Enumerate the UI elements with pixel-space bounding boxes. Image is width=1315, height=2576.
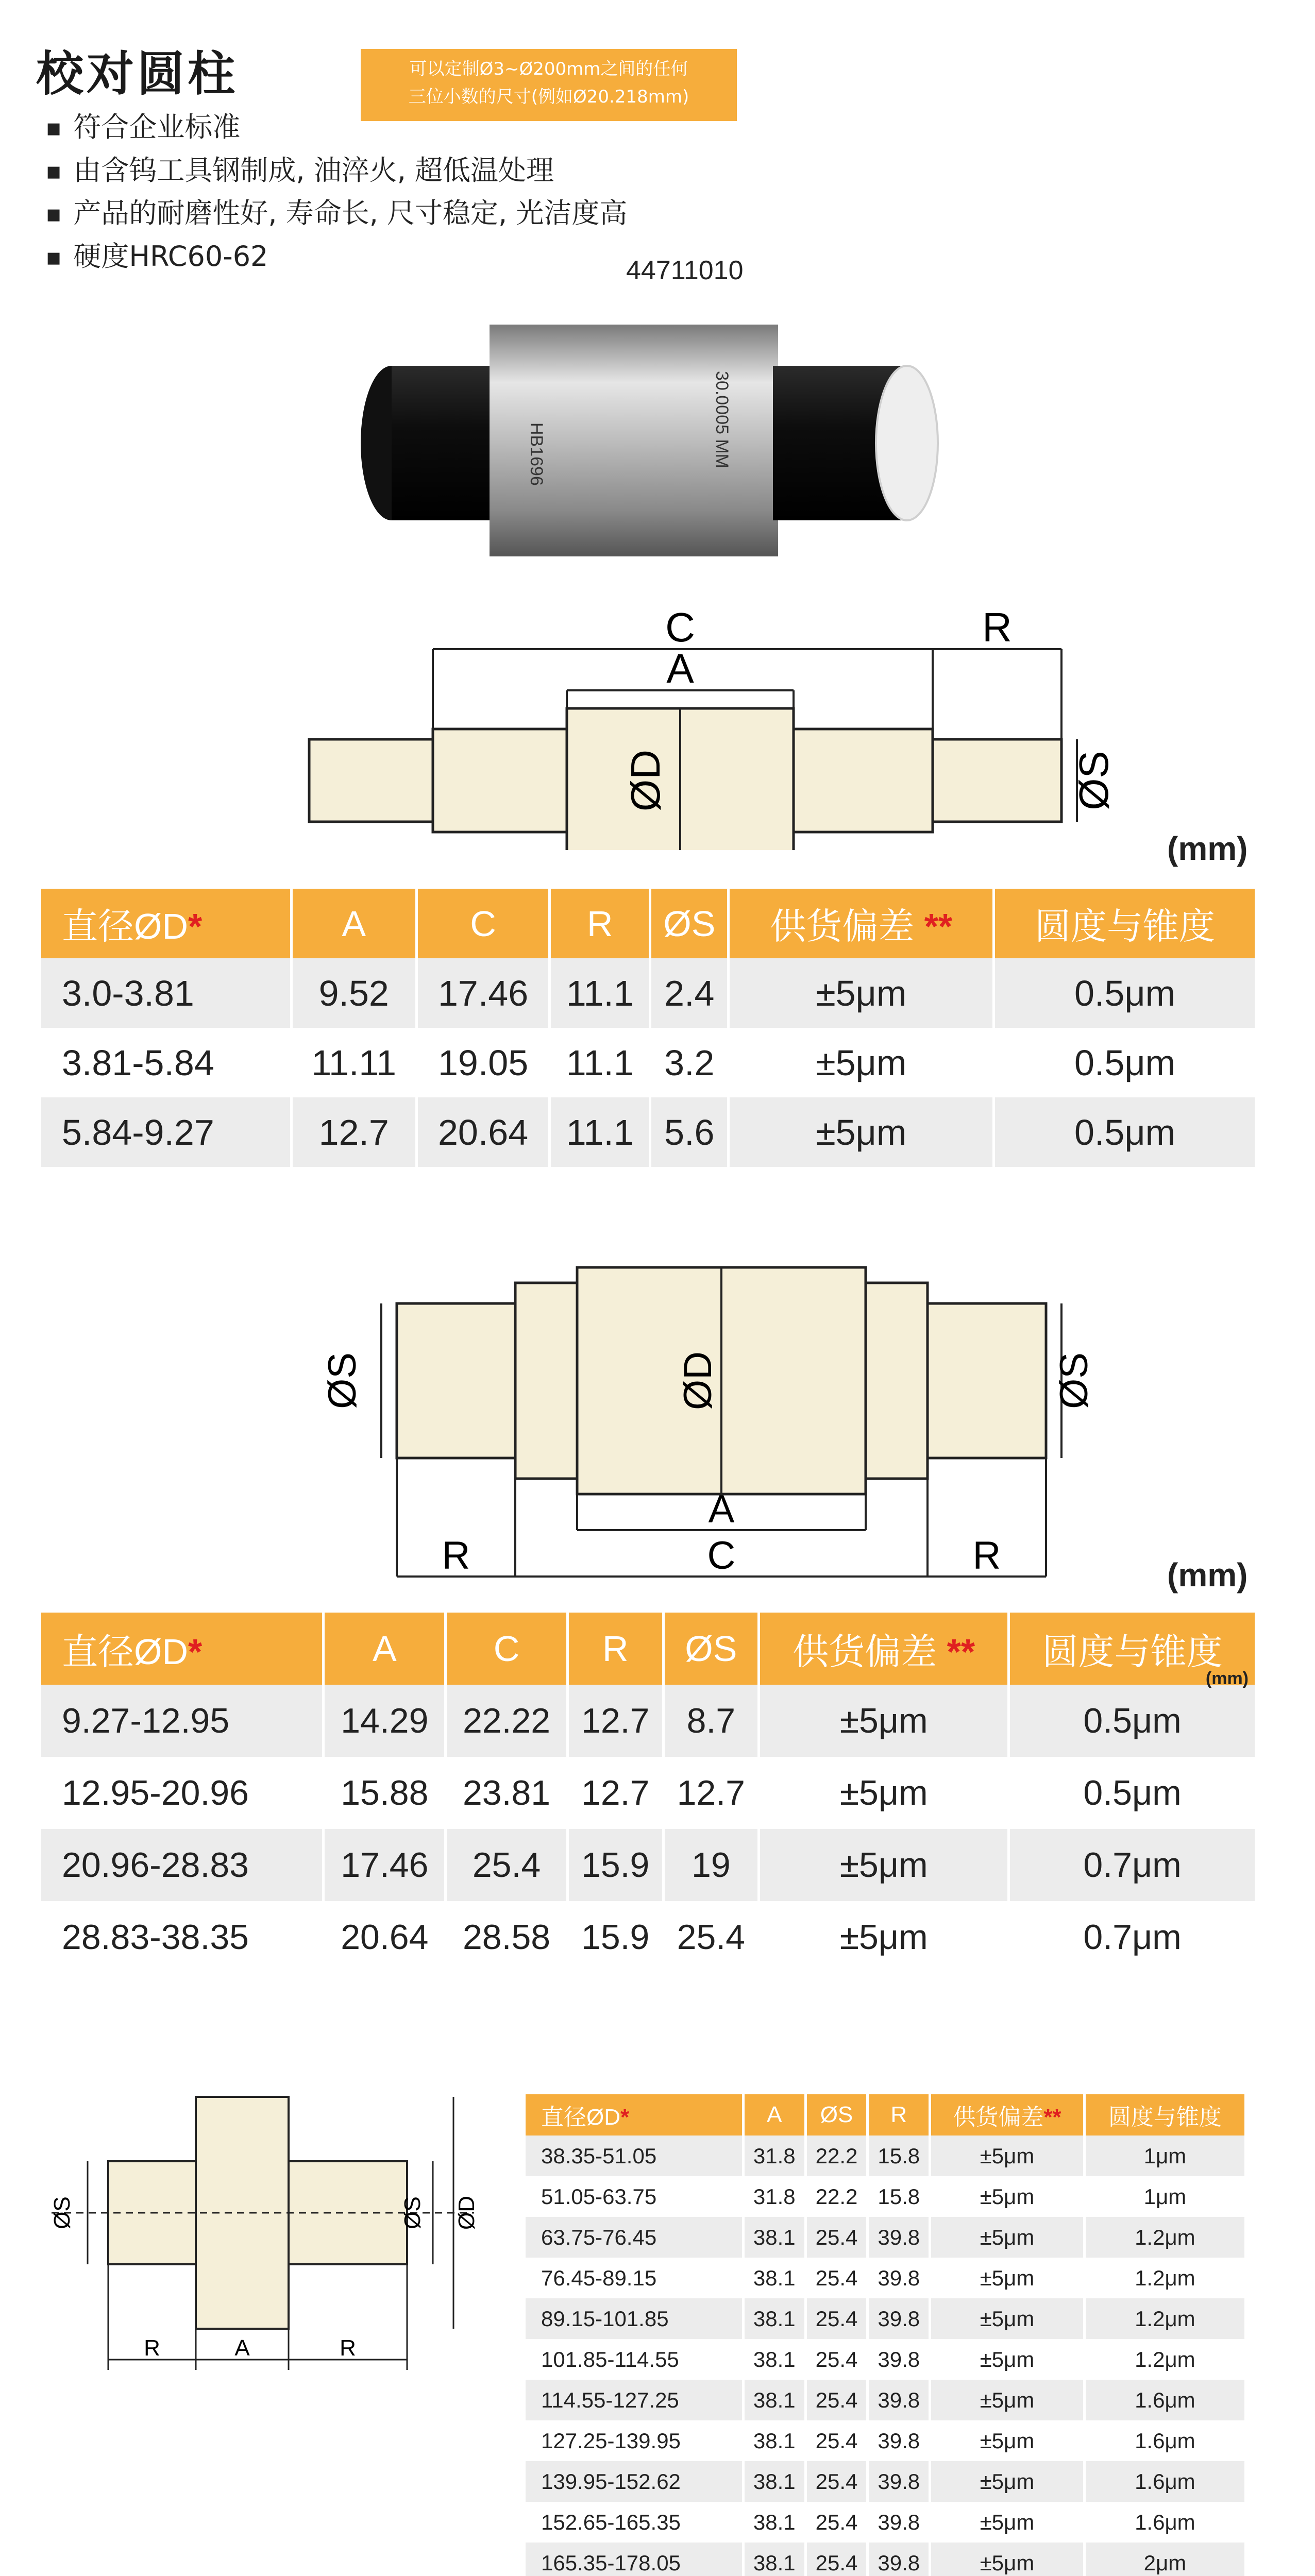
- dim-d: ØD: [676, 1351, 720, 1410]
- dim-r-left: R: [442, 1534, 470, 1578]
- table-row: 114.55-127.25 38.1 25.4 39.8 ±5μm 1.6μm: [526, 2380, 1246, 2420]
- table-row: 3.81-5.84 11.11 19.05 11.1 3.2 ±5μm 0.5μm: [41, 1028, 1256, 1097]
- table-row: 28.83-38.35 20.64 28.58 15.9 25.4 ±5μm 0.7μm: [41, 1901, 1256, 1973]
- engraving-right: 30.0005 MM: [712, 371, 732, 468]
- table-row: 165.35-178.05 38.1 25.4 39.8 ±5μm 2μm: [526, 2543, 1246, 2576]
- table-row: 76.45-89.15 38.1 25.4 39.8 ±5μm 1.2μm: [526, 2258, 1246, 2298]
- col-diameter: 直径ØD*: [41, 1613, 324, 1685]
- custom-size-note-line2: 三位小数的尺寸(例如Ø20.218mm): [408, 87, 689, 108]
- col-s: ØS: [650, 889, 729, 958]
- diagram-small-gauge: [289, 592, 1216, 850]
- dim-r-right: R: [340, 2335, 356, 2361]
- table-row: 127.25-139.95 38.1 25.4 39.8 ±5μm 1.6μm: [526, 2420, 1246, 2461]
- diagram-large-gauge: [31, 2092, 495, 2380]
- dim-d: ØD: [454, 2196, 479, 2230]
- col-s: ØS: [805, 2094, 868, 2136]
- spec-table-large: [526, 2094, 1247, 2576]
- left-collar: [515, 1283, 577, 1479]
- col-a: A: [291, 889, 416, 958]
- dim-a: A: [708, 1487, 735, 1531]
- feature-item: ■ 符合企业标准: [46, 106, 627, 149]
- dim-r-left: R: [144, 2335, 160, 2361]
- table-row: 101.85-114.55 38.1 25.4 39.8 ±5μm 1.2μm: [526, 2339, 1246, 2380]
- col-roundness: 圆度与锥度: [1084, 2094, 1245, 2136]
- table-row: 51.05-63.75 31.8 22.2 15.8 ±5μm 1μm: [526, 2176, 1246, 2217]
- dim-s-left: ØS: [321, 1352, 364, 1409]
- col-r: R: [550, 889, 650, 958]
- spec-table-small: [41, 889, 1257, 1167]
- table-row: 139.95-152.62 38.1 25.4 39.8 ±5μm 1.6μm: [526, 2461, 1246, 2502]
- feature-item: ■ 由含钨工具钢制成, 油淬火, 超低温处理: [46, 149, 627, 192]
- col-a: A: [743, 2094, 805, 2136]
- table-row: 12.95-20.96 15.88 23.81 12.7 12.7 ±5μm 0.5μm: [41, 1757, 1256, 1829]
- table-row: 20.96-28.83 17.46 25.4 15.9 19 ±5μm 0.7μm: [41, 1829, 1256, 1901]
- custom-size-note-line1: 可以定制Ø3~Ø200mm之间的任何: [409, 59, 688, 79]
- right-shank: [933, 739, 1061, 822]
- table-row: 152.65-165.35 38.1 25.4 39.8 ±5μm 1.6μm: [526, 2502, 1246, 2543]
- table-row: 3.0-3.81 9.52 17.46 11.1 2.4 ±5μm 0.5μm: [41, 958, 1256, 1028]
- unit-label: (mm): [1167, 1556, 1248, 1594]
- table-row: 89.15-101.85 38.1 25.4 39.8 ±5μm 1.2μm: [526, 2298, 1246, 2339]
- unit-label: (mm): [1167, 830, 1248, 867]
- left-shank: [397, 1303, 515, 1458]
- spec-table-medium: [41, 1613, 1257, 1973]
- diagram-medium-gauge: [278, 1236, 1154, 1587]
- table-row: 9.27-12.95 14.29 22.22 12.7 8.7 ±5μm 0.5μm: [41, 1685, 1256, 1757]
- col-r: R: [868, 2094, 930, 2136]
- feature-item: ■ 硬度HRC60-62: [46, 235, 627, 278]
- left-shank: [309, 739, 433, 822]
- right-neck: [794, 729, 933, 832]
- left-neck: [433, 729, 567, 832]
- dim-a: A: [234, 2335, 250, 2361]
- col-diameter: 直径ØD*: [41, 889, 291, 958]
- col-tolerance: 供货偏差**: [930, 2094, 1085, 2136]
- col-r: R: [567, 1613, 663, 1685]
- table-row: 5.84-9.27 12.7 20.64 11.1 5.6 ±5μm 0.5μm: [41, 1097, 1256, 1167]
- dim-a: A: [666, 646, 694, 691]
- col-c: C: [416, 889, 549, 958]
- engraving-left: HB1696: [527, 422, 546, 486]
- dim-c: C: [707, 1534, 736, 1578]
- feature-item: ■ 产品的耐磨性好, 寿命长, 尺寸稳定, 光洁度高: [46, 192, 627, 235]
- col-diameter: 直径ØD*: [526, 2094, 743, 2136]
- dim-s-right: ØS: [1052, 1352, 1096, 1409]
- col-roundness: 圆度与锥度: [994, 889, 1256, 958]
- dim-r: R: [982, 604, 1012, 650]
- right-end-face: [876, 366, 938, 520]
- unit-label-small: (mm): [1205, 1669, 1249, 1688]
- table-row: 38.35-51.05 31.8 22.2 15.8 ±5μm 1μm: [526, 2136, 1246, 2176]
- dim-d: ØD: [622, 750, 668, 811]
- col-c: C: [446, 1613, 568, 1685]
- col-a: A: [324, 1613, 446, 1685]
- product-code: 44711010: [626, 256, 744, 285]
- feature-list: [46, 106, 627, 278]
- right-collar: [866, 1283, 928, 1479]
- dim-s-right: ØS: [400, 2196, 425, 2229]
- col-s: ØS: [663, 1613, 759, 1685]
- col-tolerance: 供货偏差 **: [729, 889, 994, 958]
- col-roundness: 圆度与锥度 (mm): [1009, 1613, 1256, 1685]
- product-photo: [361, 309, 969, 577]
- left-black-section: [392, 366, 495, 520]
- col-tolerance: 供货偏差 **: [759, 1613, 1009, 1685]
- page-title: 校对圆柱: [36, 46, 239, 101]
- right-shank: [928, 1303, 1046, 1458]
- dim-s: ØS: [1071, 751, 1117, 810]
- table-row: 63.75-76.45 38.1 25.4 39.8 ±5μm 1.2μm: [526, 2217, 1246, 2258]
- dim-r-right: R: [972, 1534, 1001, 1578]
- dim-s-left: ØS: [49, 2196, 75, 2229]
- dim-c: C: [665, 604, 695, 650]
